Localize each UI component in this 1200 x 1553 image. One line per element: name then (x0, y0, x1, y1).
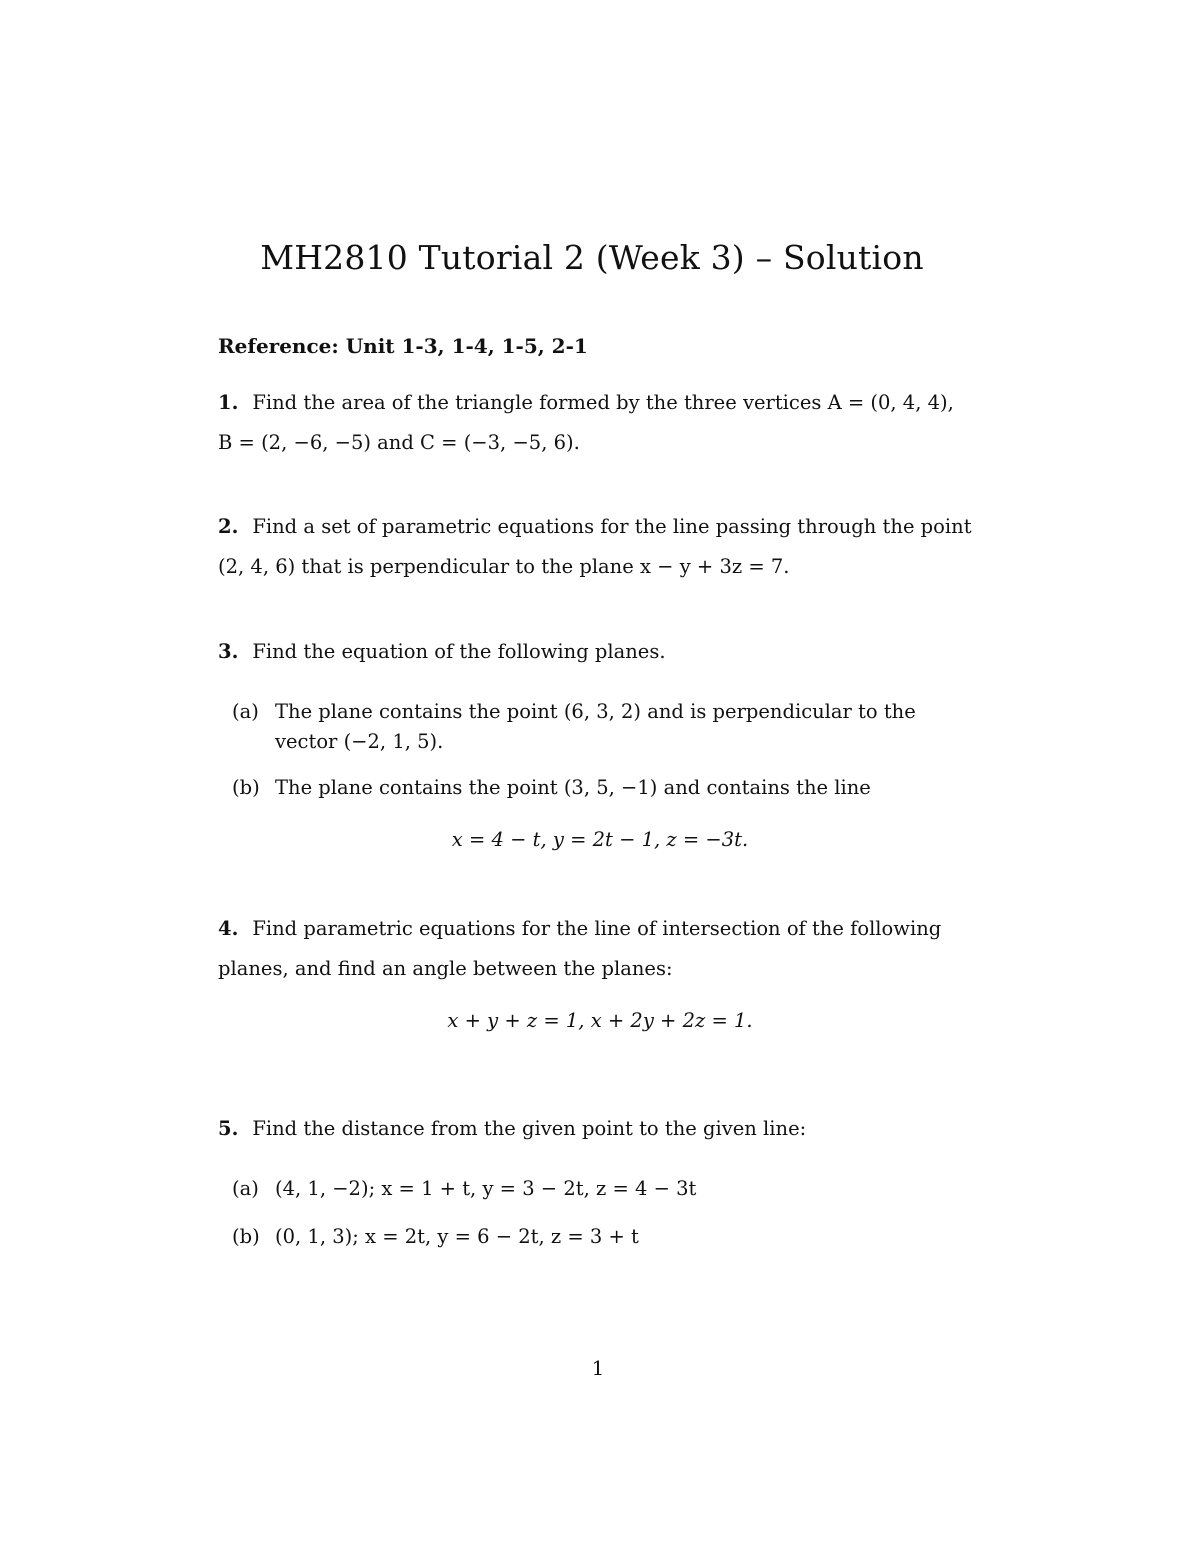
question-3a-text: The plane contains the point (6, 3, 2) and is perpendicular to the vector (−2, 1, 5). (275, 700, 916, 753)
question-4-number: 4. (218, 917, 239, 940)
page-title: MH2810 Tutorial 2 (Week 3) – Solution (260, 238, 924, 277)
question-2-line-1: Find a set of parametric equations for the line passing through the point (252, 515, 972, 538)
question-5a (232, 1174, 982, 1204)
question-3a (232, 697, 982, 757)
question-5a-label: (a) (232, 1177, 259, 1200)
question-2-number: 2. (218, 515, 239, 538)
question-3-number: 3. (218, 640, 239, 663)
reference-line: Reference: Unit 1-3, 1-4, 1-5, 2-1 (218, 334, 588, 358)
question-4-line-1: Find parametric equations for the line of intersection of the following (252, 917, 942, 940)
question-3 (218, 632, 982, 672)
question-3a-label: (a) (232, 700, 259, 723)
question-5a-text: (4, 1, −2); x = 1 + t, y = 3 − 2t, z = 4 − 3t (275, 1177, 697, 1200)
question-2 (218, 507, 982, 587)
page-number: 1 (591, 1356, 605, 1380)
question-1-number: 1. (218, 391, 239, 414)
question-4-equation: x + y + z = 1, x + 2y + 2z = 1. (447, 1009, 753, 1032)
question-5b-text: (0, 1, 3); x = 2t, y = 6 − 2t, z = 3 + t (275, 1225, 639, 1248)
question-5b-label: (b) (232, 1225, 260, 1248)
question-5-text: Find the distance from the given point to the given line: (252, 1117, 807, 1140)
question-3b-label: (b) (232, 776, 260, 799)
question-5b (232, 1222, 982, 1252)
question-4 (218, 909, 982, 989)
question-5 (218, 1109, 982, 1149)
question-1 (218, 383, 982, 463)
question-3-text: Find the equation of the following planes. (252, 640, 666, 663)
question-1-line-1: Find the area of the triangle formed by the three vertices A = (0, 4, 4), (252, 391, 954, 414)
question-1-line-2: B = (2, −6, −5) and C = (−3, −5, 6). (218, 431, 580, 454)
question-2-line-2: (2, 4, 6) that is perpendicular to the plane x − y + 3z = 7. (218, 555, 790, 578)
question-3b (232, 773, 982, 803)
question-3b-equation: x = 4 − t, y = 2t − 1, z = −3t. (451, 828, 749, 851)
question-3b-text: The plane contains the point (3, 5, −1) and contains the line (275, 776, 871, 799)
question-4-line-2: planes, and find an angle between the planes: (218, 957, 673, 980)
question-5-number: 5. (218, 1117, 239, 1140)
